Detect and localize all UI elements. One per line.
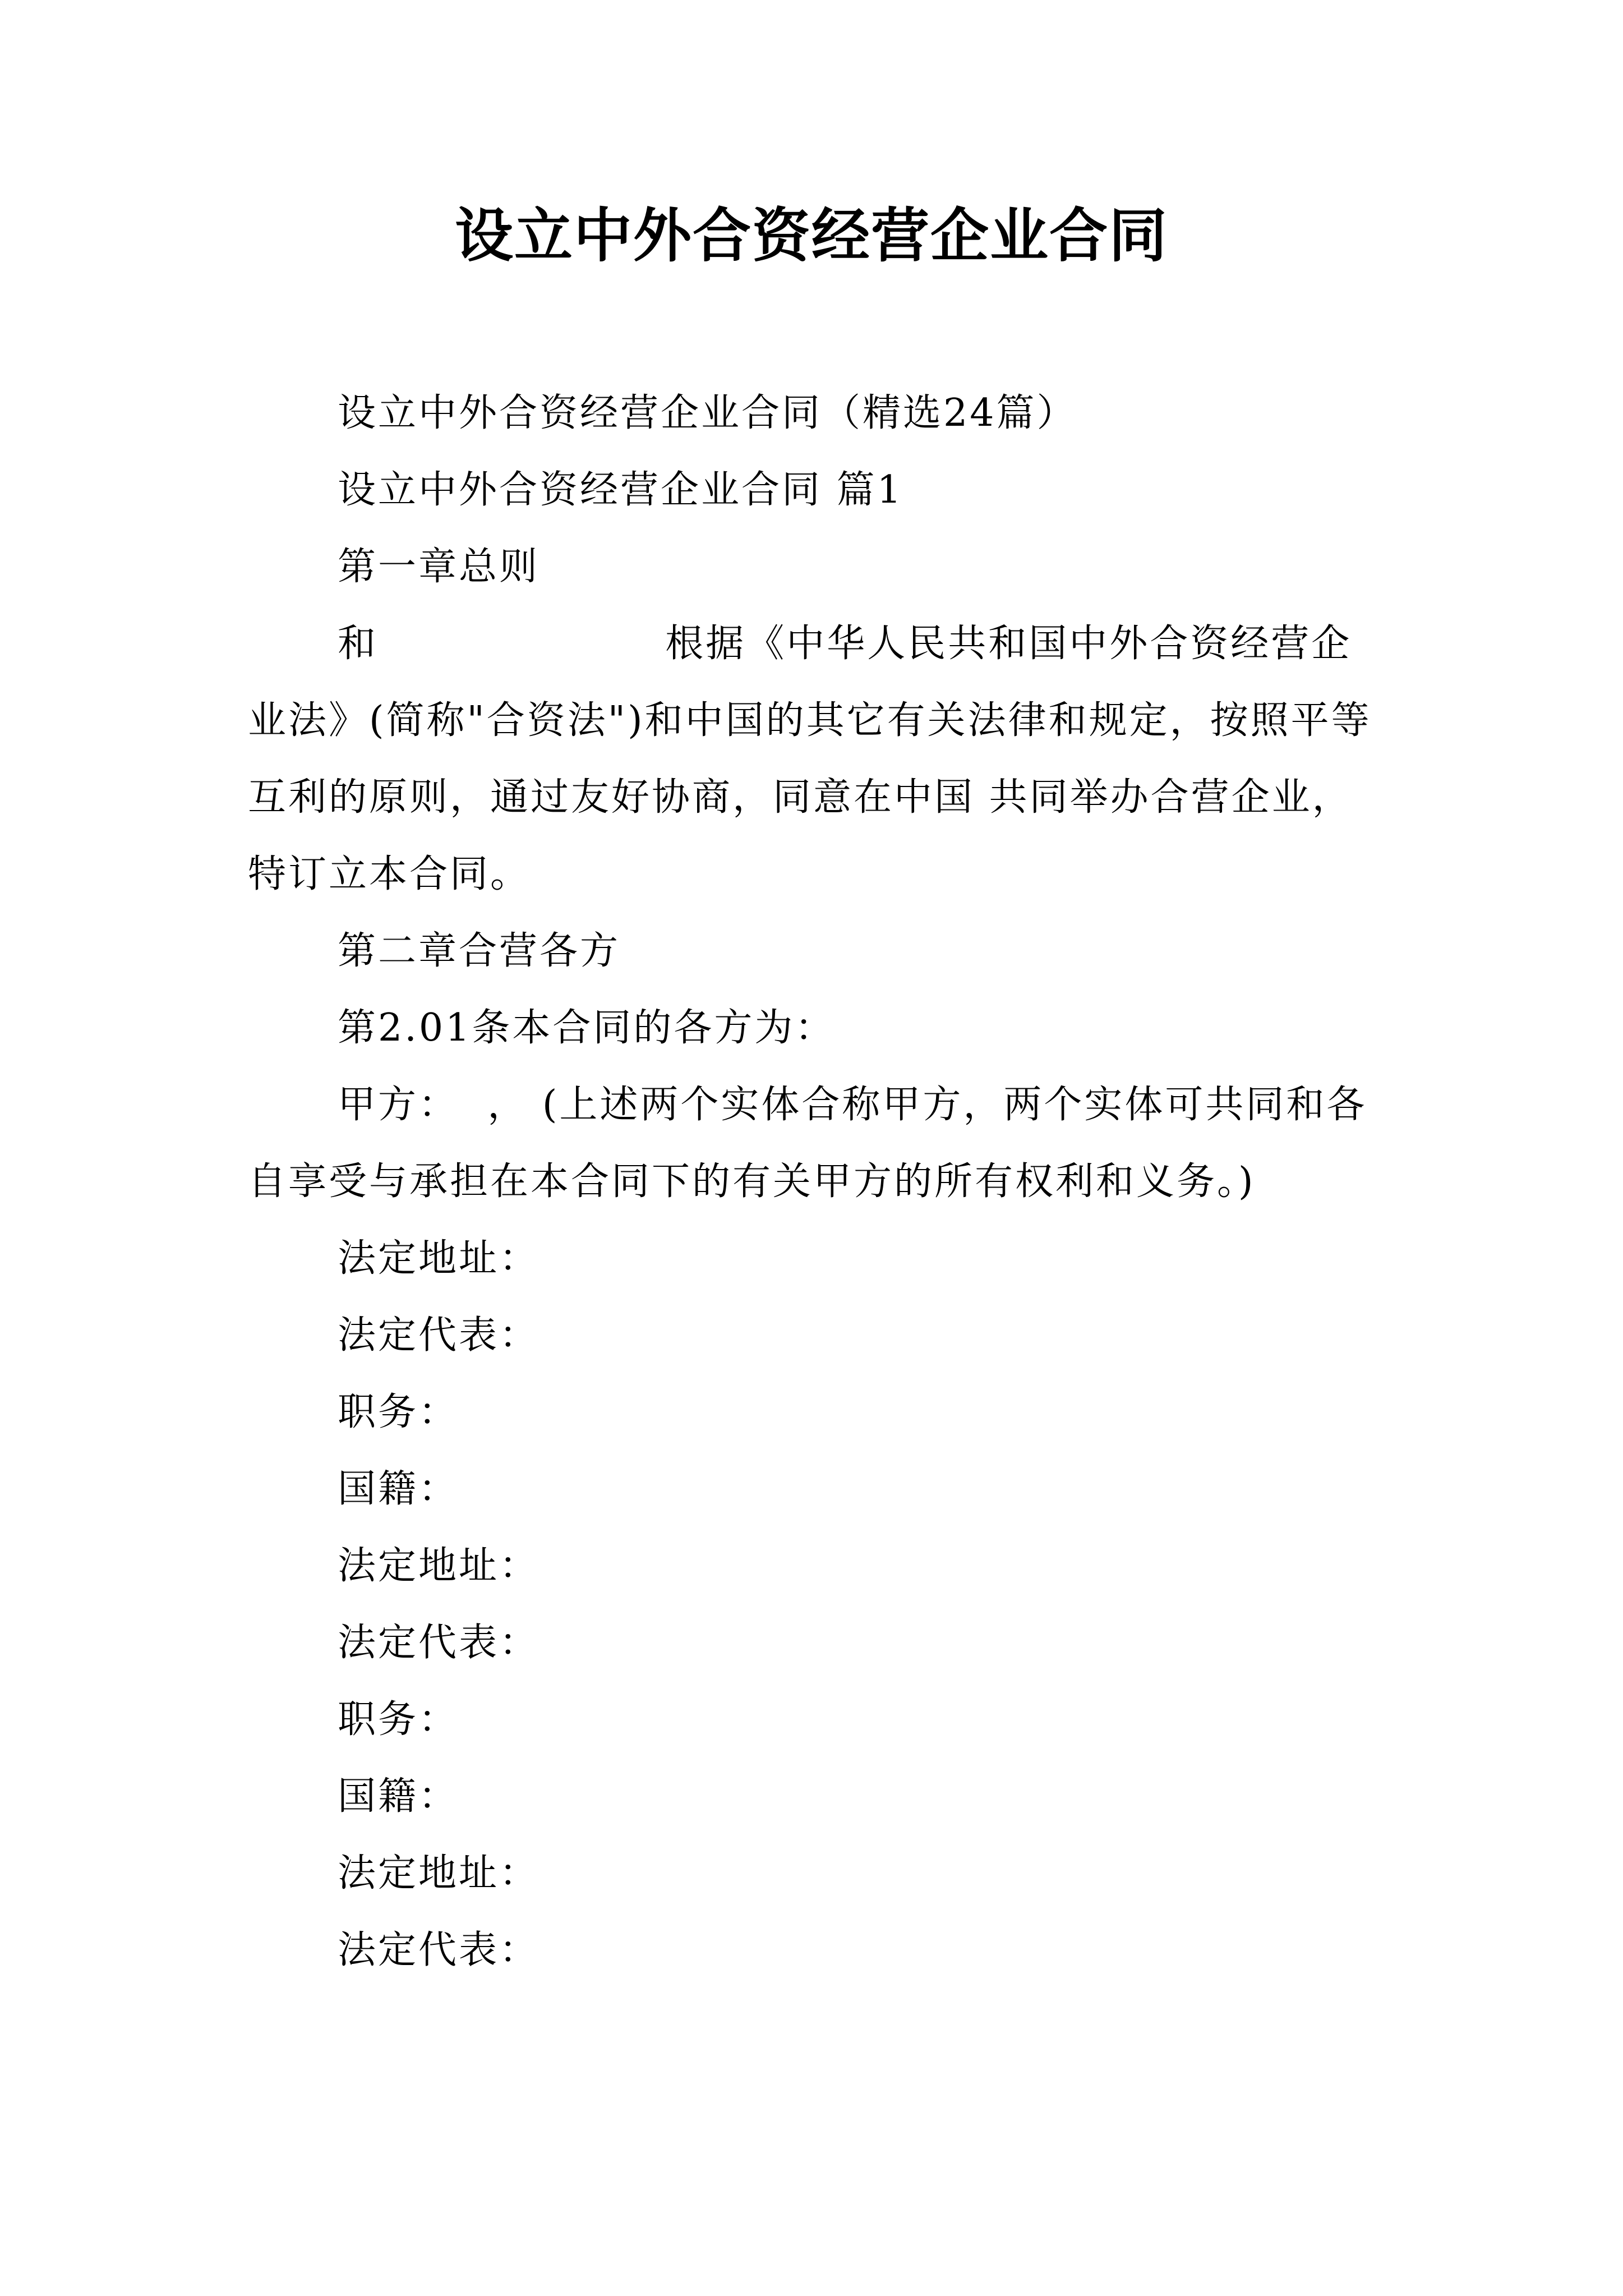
field-legal-representative: 法定代表： (338, 1313, 540, 1358)
paragraph-section-heading: 设立中外合资经营企业合同 篇1 (338, 468, 903, 512)
field-position: 职务： (338, 1697, 459, 1742)
paragraph-party-a: 甲方： ， (上述两个实体合称甲方，两个实体可共同和各自享受与承担在本合同下的有关甲方的所有权利和义务。) (248, 1083, 1367, 1204)
field-legal-representative: 法定代表： (338, 1621, 540, 1665)
field-nationality: 国籍： (338, 1467, 459, 1511)
paragraph-preamble: 和 根据《中华人民共和国中外合资经营企业法》(简称"合资法")和中国的其它有关法律和规定，按照平等互利的原则，通过友好协商，同意在中国 共同举办合营企业，特订立本合同。 (248, 622, 1372, 896)
document-body (248, 375, 1381, 1989)
paragraph-chapter-1-heading: 第一章总则 (338, 545, 540, 589)
field-legal-address: 法定地址： (338, 1851, 540, 1895)
paragraph-subtitle: 设立中外合资经营企业合同（精选24篇） (338, 391, 1077, 435)
paragraph-chapter-2-heading: 第二章合营各方 (338, 929, 621, 973)
field-legal-address: 法定地址： (338, 1236, 540, 1281)
document-title: 设立中外合资经营企业合同 (454, 201, 1168, 270)
paragraph-article-2-01: 第2.01条本合同的各方为： (338, 1006, 836, 1050)
field-nationality: 国籍： (338, 1774, 459, 1819)
field-legal-address: 法定地址： (338, 1544, 540, 1588)
field-legal-representative: 法定代表： (338, 1928, 540, 1972)
field-position: 职务： (338, 1390, 459, 1434)
